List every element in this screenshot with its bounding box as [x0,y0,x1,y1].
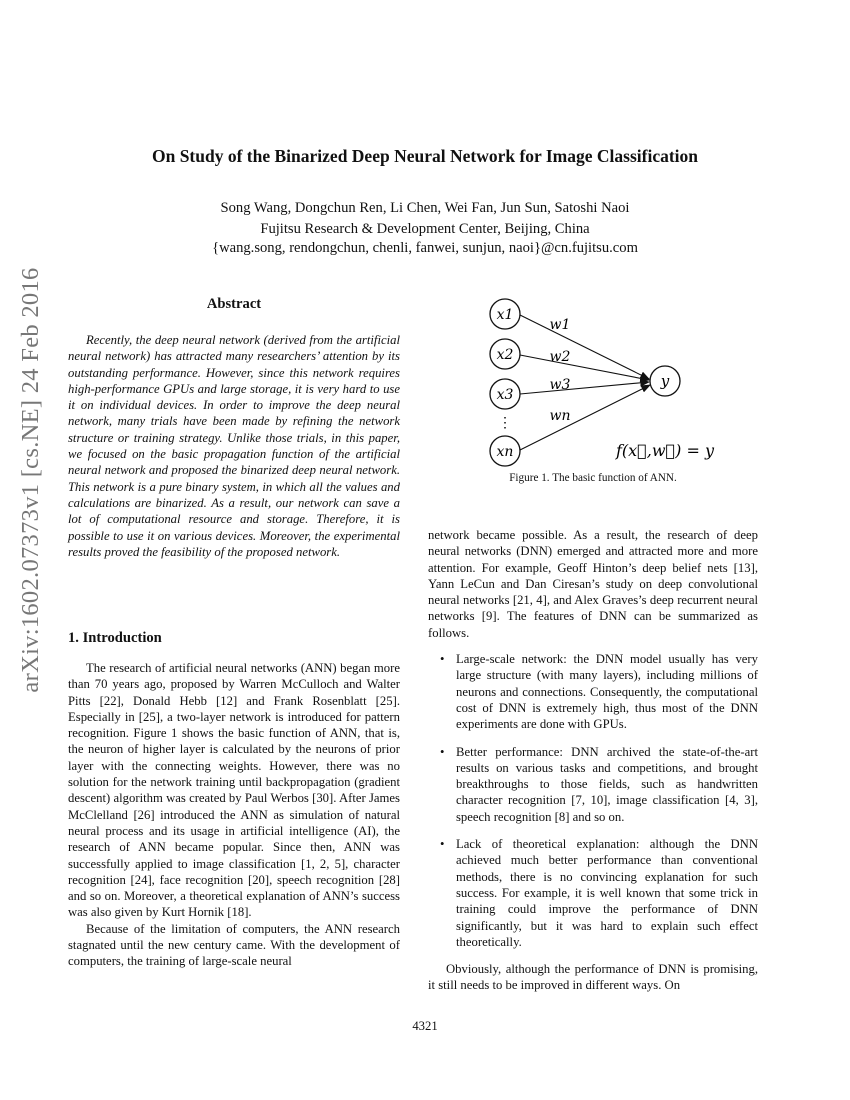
label-x1: x1 [496,307,514,323]
list-item [428,651,758,732]
weight-w2: w2 [549,349,571,365]
bullet-icon: • [440,652,445,667]
label-y: y [660,372,670,390]
closing-paragraph: Obviously, although the performance of DNN is promising, it still needs to be improved in different ways. On [428,962,758,993]
edge-x2-y [520,355,649,380]
label-xn: xn [496,444,514,460]
intro-paragraph: Because of the limitation of computers, the ANN research stagnated until the new century came. With the development of computers, the training of large-scale neural [68,921,400,969]
list-item [428,836,758,950]
intro-body [68,660,400,970]
author-list: Song Wang, Dongchun Ren, Li Chen, Wei Fan, Jun Sun, Satoshi Naoi [220,200,630,216]
label-x2: x2 [496,347,514,363]
intro-paragraph: The research of artificial neural networks (ANN) began more than 70 years ago, proposed by Warren McCulloch and Walter Pitts [22], Donald Hebb [12] and Frank Rosenblatt [25]. Especially in [25], a two-layer network is introduced for pattern recognition. Figure 1 shows the basic function of ANN, that is, the neuron of higher layer is calculated by the neurons of prior layer with the connecting weights. However, there was no solution for the network training until backpropagation (gradient descent) algorithm was created by Paul Werbos [30]. After James McClelland [26] introduced the ANN as simulation of natural neural process and its usage in artificial intelligence (AI), the research of ANN became popular. Since then, ANN was successfully applied to image classification [1, 2, 5], character recognition [24], face recognition [20], speech recognition [28] and so on. Moreover, a theoretical explanation of ANN’s success was also given by Kurt Hornik [18]. [68,661,400,920]
weight-w1: w1 [549,317,571,333]
abstract-heading: Abstract [206,296,262,312]
paper-title: On Study of the Binarized Deep Neural Network for Image Classification [151,146,699,166]
ellipsis-icon: ⋮ [498,415,512,431]
bullet-icon: • [440,744,445,759]
abstract-text: Recently, the deep neural network (derived from the artificial neural network) has attracted many researchers’ attention by its outstanding performance. However, since this network requires high-performance GPUs and large storage, it is very hard to use it on individual devices. In order to improve the deep neural network, many trials have been made by refining the network structure or training strategy. Unlike those trials, in this paper, we focused on the basic propagation function of the artificial neural network and proposed the binarized deep neural network. This network is a pure binary system, in which all the values and calculations are binarized. As a result, our network can save a lot of computational resource and storage. Therefore, it is possible to use it on various devices. Moreover, the experimental results proved the feasibility of the proposed network. [68,333,400,559]
bullet-icon: • [440,837,445,852]
edge-x3-y [520,382,649,394]
figure-caption: Figure 1. The basic function of ANN. [509,472,677,484]
abstract-block [68,332,400,560]
dnn-features-list [428,651,758,950]
label-x3: x3 [496,387,514,403]
figure-ann-diagram [428,290,758,470]
list-item-text: Better performance: DNN archived the state-of-the-art results on various tasks and competitions, and brought breakthroughs to those fields, such as handwritten character recognition [7, 10], image classification [4, 3], speech recognition [8] and so on. [456,744,758,824]
formula: f(x⃗,w⃗) = y [615,441,715,460]
affiliation: Fujitsu Research & Development Center, Beijing, China [260,221,590,237]
edge-x1-y [520,315,649,379]
page-number: 4321 [412,1019,438,1033]
weight-w3: w3 [549,377,571,393]
list-item [428,744,758,825]
ann-diagram-svg [428,290,758,470]
right-column-body [428,527,758,994]
continuation-paragraph: network became possible. As a result, the research of deep neural networks (DNN) emerged and attracted more and more attention. For example, Geoff Hinton’s deep belief nets [13], Yann LeCun and Dan Ciresan’s study on deep convolutional neural networks [21, 4], and Alex Graves’s deep recurrent neural networks [9]. The features of DNN can be summarized as follows. [428,528,758,640]
section-heading-introduction: 1. Introduction [68,630,162,646]
arxiv-stamp: arXiv:1602.07373v1 [cs.NE] 24 Feb 2016 [17,267,44,693]
author-emails: {wang.song, rendongchun, chenli, fanwei, sunjun, naoi}@cn.fujitsu.com [212,240,638,256]
list-item-text: Large-scale network: the DNN model usually has very large structure (with many layers), including millions of neurons and connections. Consequently, the computational cost of DNN is extremely high, thus most of the DNN experiments are done with GPUs. [456,652,758,732]
list-item-text: Lack of theoretical explanation: although the DNN achieved much better performance than conventional methods, there is no convincing explanation for such success. For example, it is well known that some trick in training could improve the performance of DNN significantly, but it was hard to explain such effect theoretically. [456,837,758,949]
weight-wn: wn [549,408,571,424]
